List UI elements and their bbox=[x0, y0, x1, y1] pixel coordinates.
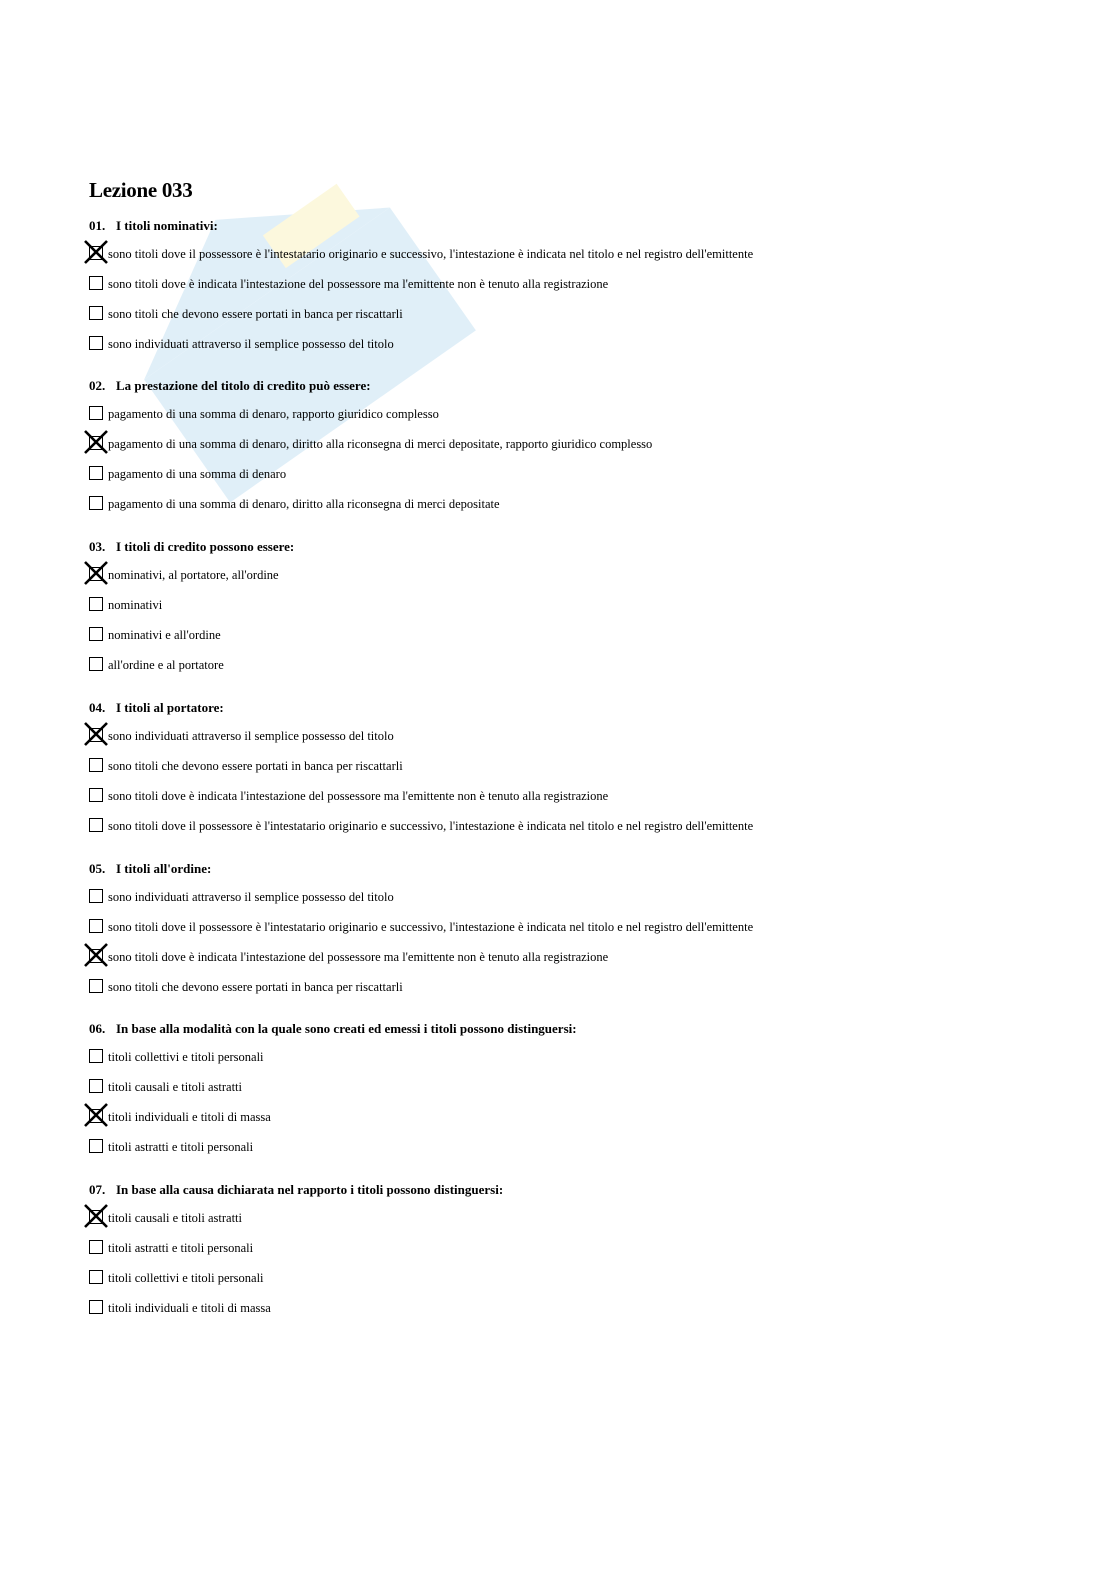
answer-text: titoli collettivi e titoli personali bbox=[108, 1050, 264, 1064]
answer-text: pagamento di una somma di denaro, diritto alla riconsegna di merci depositate bbox=[108, 497, 500, 511]
question-text: I titoli nominativi: bbox=[116, 218, 218, 233]
answer-option[interactable] bbox=[89, 597, 1049, 627]
question-07 bbox=[89, 1180, 1049, 1330]
answer-option[interactable] bbox=[89, 1139, 1049, 1169]
question-text: I titoli al portatore: bbox=[116, 700, 224, 715]
answer-option[interactable] bbox=[89, 496, 1049, 526]
question-text: La prestazione del titolo di credito può essere: bbox=[116, 378, 371, 393]
answer-text: nominativi bbox=[108, 598, 163, 612]
checkbox[interactable] bbox=[89, 788, 103, 802]
answer-option[interactable] bbox=[89, 1109, 1049, 1139]
answer-option[interactable] bbox=[89, 306, 1049, 336]
question-text: In base alla modalità con la quale sono creati ed emessi i titoli possono distinguersi: bbox=[116, 1021, 577, 1036]
answer-option[interactable] bbox=[89, 1079, 1049, 1109]
checkbox[interactable] bbox=[89, 889, 103, 903]
question-header bbox=[89, 698, 1049, 718]
answer-text: sono titoli che devono essere portati in banca per riscattarli bbox=[108, 307, 403, 321]
answer-text: all'ordine e al portatore bbox=[108, 658, 224, 672]
checkbox[interactable] bbox=[89, 336, 103, 350]
answer-option[interactable] bbox=[89, 246, 1049, 276]
answer-text: sono individuati attraverso il semplice possesso del titolo bbox=[108, 890, 394, 904]
answer-text: sono titoli dove è indicata l'intestazione del possessore ma l'emittente non è tenuto alla registrazione bbox=[108, 789, 609, 803]
checkbox[interactable] bbox=[89, 1049, 103, 1063]
answer-option[interactable] bbox=[89, 567, 1049, 597]
answer-text: sono titoli dove il possessore è l'intestatario originario e successivo, l'intestazione è indicata nel titolo e nel registro dell'emittente bbox=[108, 819, 754, 833]
answer-option[interactable] bbox=[89, 1300, 1049, 1330]
question-03 bbox=[89, 537, 1049, 687]
answer-option[interactable] bbox=[89, 919, 1049, 949]
checkbox[interactable] bbox=[89, 818, 103, 832]
answer-option[interactable] bbox=[89, 1049, 1049, 1079]
answer-text: nominativi e all'ordine bbox=[108, 628, 221, 642]
checkbox[interactable] bbox=[89, 496, 103, 510]
checkbox[interactable] bbox=[89, 466, 103, 480]
checkbox[interactable] bbox=[89, 597, 103, 611]
answer-text: titoli causali e titoli astratti bbox=[108, 1211, 242, 1225]
answer-option[interactable] bbox=[89, 657, 1049, 687]
question-header bbox=[89, 537, 1049, 557]
answer-text: pagamento di una somma di denaro, rapporto giuridico complesso bbox=[108, 407, 439, 421]
question-number: 07. bbox=[89, 1182, 106, 1197]
answer-text: sono titoli dove il possessore è l'intestatario originario e successivo, l'intestazione è indicata nel titolo e nel registro dell'emittente bbox=[108, 920, 754, 934]
answer-text: titoli causali e titoli astratti bbox=[108, 1080, 242, 1094]
answer-text: sono titoli dove è indicata l'intestazione del possessore ma l'emittente non è tenuto alla registrazione bbox=[108, 277, 609, 291]
answer-option[interactable] bbox=[89, 788, 1049, 818]
checkbox[interactable] bbox=[89, 1139, 103, 1153]
answer-option[interactable] bbox=[89, 627, 1049, 657]
checkbox[interactable] bbox=[89, 758, 103, 772]
question-number: 01. bbox=[89, 218, 106, 233]
checked-x-icon bbox=[82, 1101, 110, 1129]
answer-text: sono titoli dove il possessore è l'intestatario originario e successivo, l'intestazione è indicata nel titolo e nel registro dell'emittente bbox=[108, 247, 754, 261]
answer-text: titoli individuali e titoli di massa bbox=[108, 1110, 271, 1124]
question-06 bbox=[89, 1019, 1049, 1169]
checked-x-icon bbox=[82, 1202, 110, 1230]
checkbox[interactable] bbox=[89, 627, 103, 641]
question-number: 03. bbox=[89, 539, 106, 554]
checkbox[interactable] bbox=[89, 919, 103, 933]
checkbox[interactable] bbox=[89, 657, 103, 671]
answer-option[interactable] bbox=[89, 818, 1049, 848]
question-text: In base alla causa dichiarata nel rapporto i titoli possono distinguersi: bbox=[116, 1182, 504, 1197]
question-header bbox=[89, 376, 1049, 396]
answer-text: nominativi, al portatore, all'ordine bbox=[108, 568, 279, 582]
answer-text: titoli collettivi e titoli personali bbox=[108, 1271, 264, 1285]
checkbox[interactable] bbox=[89, 979, 103, 993]
answer-option[interactable] bbox=[89, 758, 1049, 788]
checkbox[interactable] bbox=[89, 1079, 103, 1093]
answer-option[interactable] bbox=[89, 889, 1049, 919]
question-text: I titoli di credito possono essere: bbox=[116, 539, 295, 554]
question-01 bbox=[89, 216, 1049, 366]
question-header bbox=[89, 1180, 1049, 1200]
answer-text: sono titoli che devono essere portati in banca per riscattarli bbox=[108, 759, 403, 773]
checked-x-icon bbox=[82, 720, 110, 748]
checked-x-icon bbox=[82, 941, 110, 969]
question-header bbox=[89, 1019, 1049, 1039]
answer-option[interactable] bbox=[89, 1270, 1049, 1300]
answer-text: titoli astratti e titoli personali bbox=[108, 1140, 254, 1154]
checkbox[interactable] bbox=[89, 1300, 103, 1314]
checked-x-icon bbox=[82, 428, 110, 456]
answer-option[interactable] bbox=[89, 949, 1049, 979]
checkbox[interactable] bbox=[89, 406, 103, 420]
answer-option[interactable] bbox=[89, 276, 1049, 306]
question-number: 04. bbox=[89, 700, 106, 715]
answer-option[interactable] bbox=[89, 1240, 1049, 1270]
page-title: Lezione 033 bbox=[89, 178, 193, 202]
answer-text: sono individuati attraverso il semplice possesso del titolo bbox=[108, 337, 394, 351]
answer-option[interactable] bbox=[89, 979, 1049, 1009]
answer-option[interactable] bbox=[89, 1210, 1049, 1240]
answer-option[interactable] bbox=[89, 336, 1049, 366]
answer-option[interactable] bbox=[89, 728, 1049, 758]
answer-text: titoli astratti e titoli personali bbox=[108, 1241, 254, 1255]
question-header bbox=[89, 859, 1049, 879]
answer-text: sono individuati attraverso il semplice possesso del titolo bbox=[108, 729, 394, 743]
question-04 bbox=[89, 698, 1049, 848]
question-header bbox=[89, 216, 1049, 236]
question-05 bbox=[89, 859, 1049, 1009]
question-text: I titoli all'ordine: bbox=[116, 861, 212, 876]
question-02 bbox=[89, 376, 1049, 526]
question-number: 05. bbox=[89, 861, 106, 876]
checkbox[interactable] bbox=[89, 1240, 103, 1254]
checkbox[interactable] bbox=[89, 306, 103, 320]
answer-option[interactable] bbox=[89, 466, 1049, 496]
answer-option[interactable] bbox=[89, 406, 1049, 436]
answer-text: titoli individuali e titoli di massa bbox=[108, 1301, 271, 1315]
answer-option[interactable] bbox=[89, 436, 1049, 466]
checkbox[interactable] bbox=[89, 276, 103, 290]
answer-text: pagamento di una somma di denaro bbox=[108, 467, 287, 481]
checked-x-icon bbox=[82, 238, 110, 266]
checkbox[interactable] bbox=[89, 1270, 103, 1284]
answer-text: pagamento di una somma di denaro, diritto alla riconsegna di merci depositate, rapporto giuridico complesso bbox=[108, 437, 653, 451]
answer-text: sono titoli dove è indicata l'intestazione del possessore ma l'emittente non è tenuto alla registrazione bbox=[108, 950, 609, 964]
answer-text: sono titoli che devono essere portati in banca per riscattarli bbox=[108, 980, 403, 994]
checked-x-icon bbox=[82, 559, 110, 587]
question-number: 02. bbox=[89, 378, 106, 393]
question-number: 06. bbox=[89, 1021, 106, 1036]
